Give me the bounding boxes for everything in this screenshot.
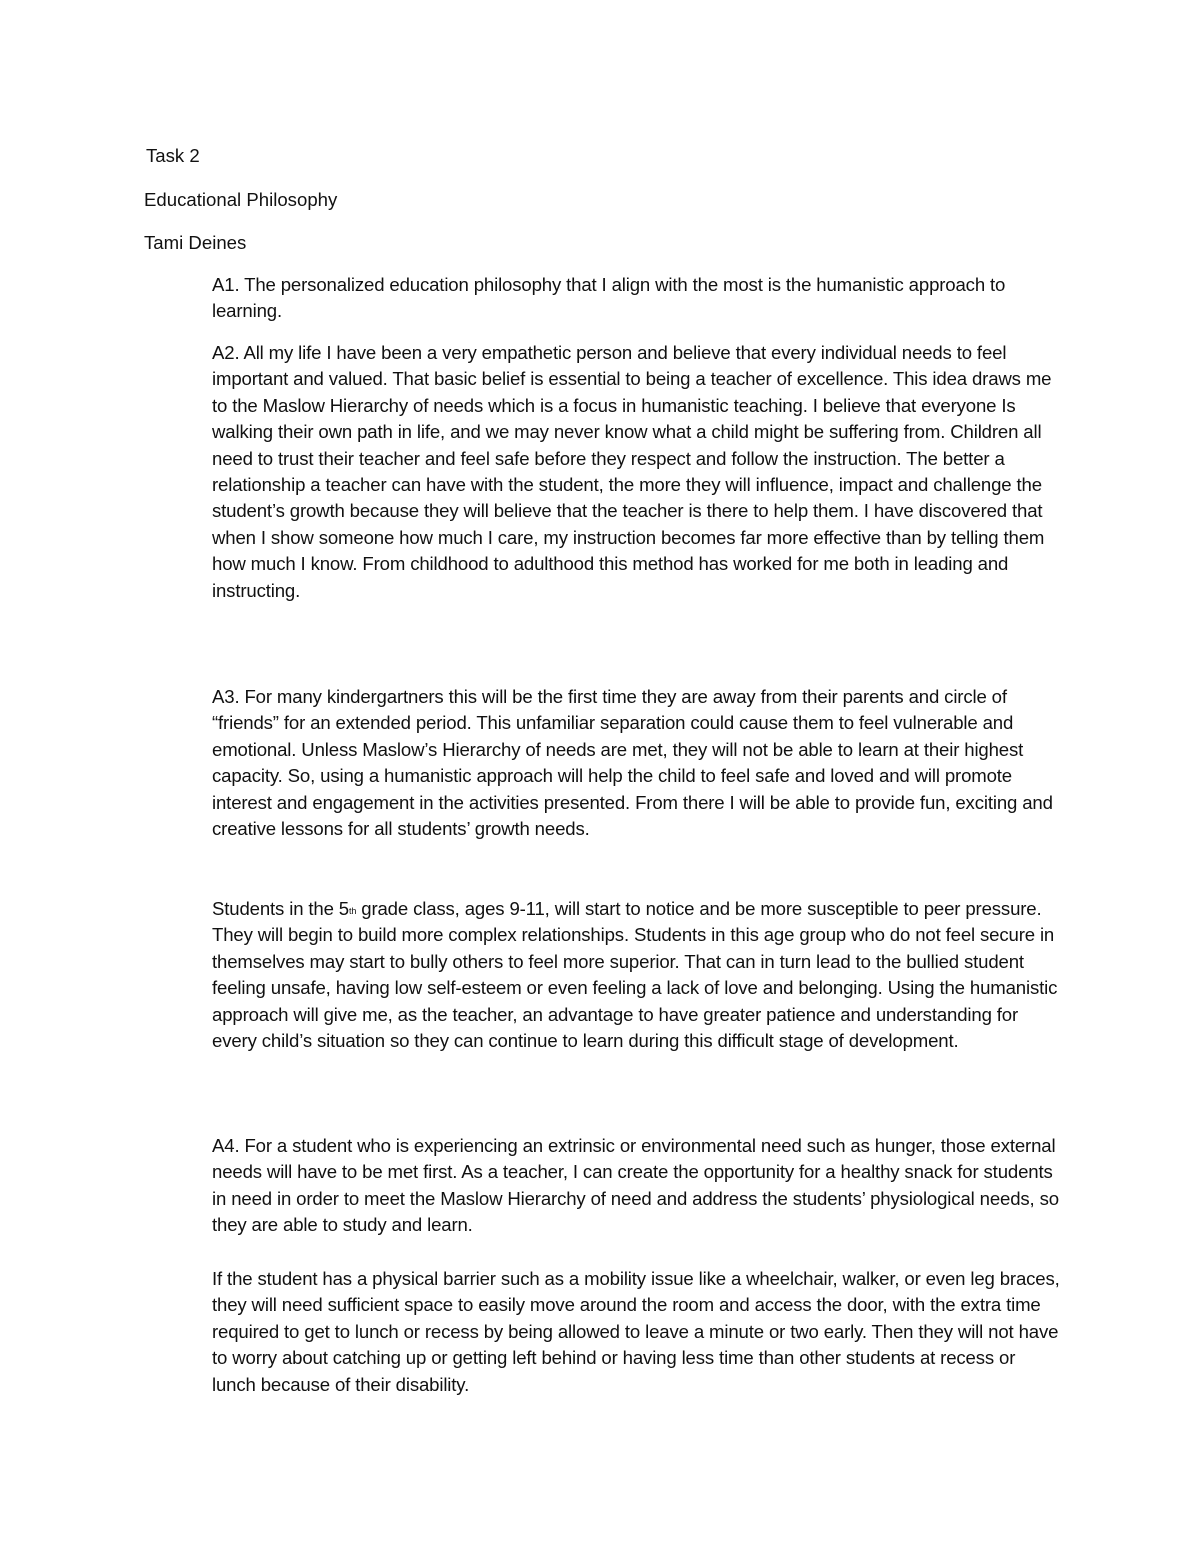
section-a2 [212,340,1062,604]
paragraph-a3: A3. For many kindergartners this will be the first time they are away from their parents and circle of “friends” for an extended period. This unfamiliar separation could cause them to feel vulnerable and emotional. Unless Maslow’s Hierarchy of needs are met, they will not be able to learn at their highest capacity. So, using a humanistic approach will help the child to feel safe and loved and will promote interest and engagement in the activities presented. From there I will be able to provide fun, exciting and creative lessons for all students’ growth needs. [212,686,1053,840]
section-a1 [212,272,1062,325]
fifth-grade-text-rest: grade class, ages 9-11, will start to notice and be more susceptible to peer pressure. They will begin to build more complex relationships. Students in this age group who do not feel secure in themselves may start to bully others to feel more superior. That can in turn lead to the bullied student feeling unsafe, having low self-esteem or even feeling a lack of love and belonging. Using the humanistic approach will give me, as the teacher, an advantage to have greater patience and understanding for every child’s situation so they can continue to learn during this difficult stage of development. [212,898,1058,1052]
section-fifth-grade [212,896,1062,1054]
section-a4 [212,1133,1062,1239]
section-a3 [212,684,1062,842]
author-name: Tami Deines [144,232,247,253]
document-title: Educational Philosophy [144,189,338,210]
paragraph-fifth-grade [212,896,1062,1054]
paragraph-physical-barrier: If the student has a physical barrier such as a mobility issue like a wheelchair, walker, or even leg braces, they will need sufficient space to easily move around the room and access the door, with the extra time required to get to lunch or recess by being allowed to leave a minute or two early. Then they will not have to worry about catching up or getting left behind or having less time than other students at recess or lunch because of their disability. [212,1268,1060,1395]
paragraph-a1: A1. The personalized education philosophy that I align with the most is the humanistic approach to learning. [212,274,1006,322]
section-physical-barrier [212,1266,1062,1398]
fifth-grade-text-start: Students in the 5 [212,898,350,919]
ordinal-superscript: th [349,906,357,916]
paragraph-a4: A4. For a student who is experiencing an extrinsic or environmental need such as hunger, those external needs will have to be met first. As a teacher, I can create the opportunity for a healthy snack for students in need in order to meet the Maslow Hierarchy of need and address the students’ physiological needs, so they are able to study and learn. [212,1135,1059,1236]
paragraph-a2: A2. All my life I have been a very empathetic person and believe that every individual needs to feel important and valued. That basic belief is essential to being a teacher of excellence. This idea draws me to the Maslow Hierarchy of needs which is a focus in humanistic teaching. I believe that everyone Is walking their own path in life, and we may never know what a child might be suffering from. Children all need to trust their teacher and feel safe before they respect and follow the instruction. The better a relationship a teacher can have with the student, the more they will influence, impact and challenge the student’s growth because they will believe that the teacher is there to help them. I have discovered that when I show someone how much I care, my instruction becomes far more effective than by telling them how much I know. From childhood to adulthood this method has worked for me both in leading and instructing. [212,342,1052,601]
task-label: Task 2 [146,145,200,166]
